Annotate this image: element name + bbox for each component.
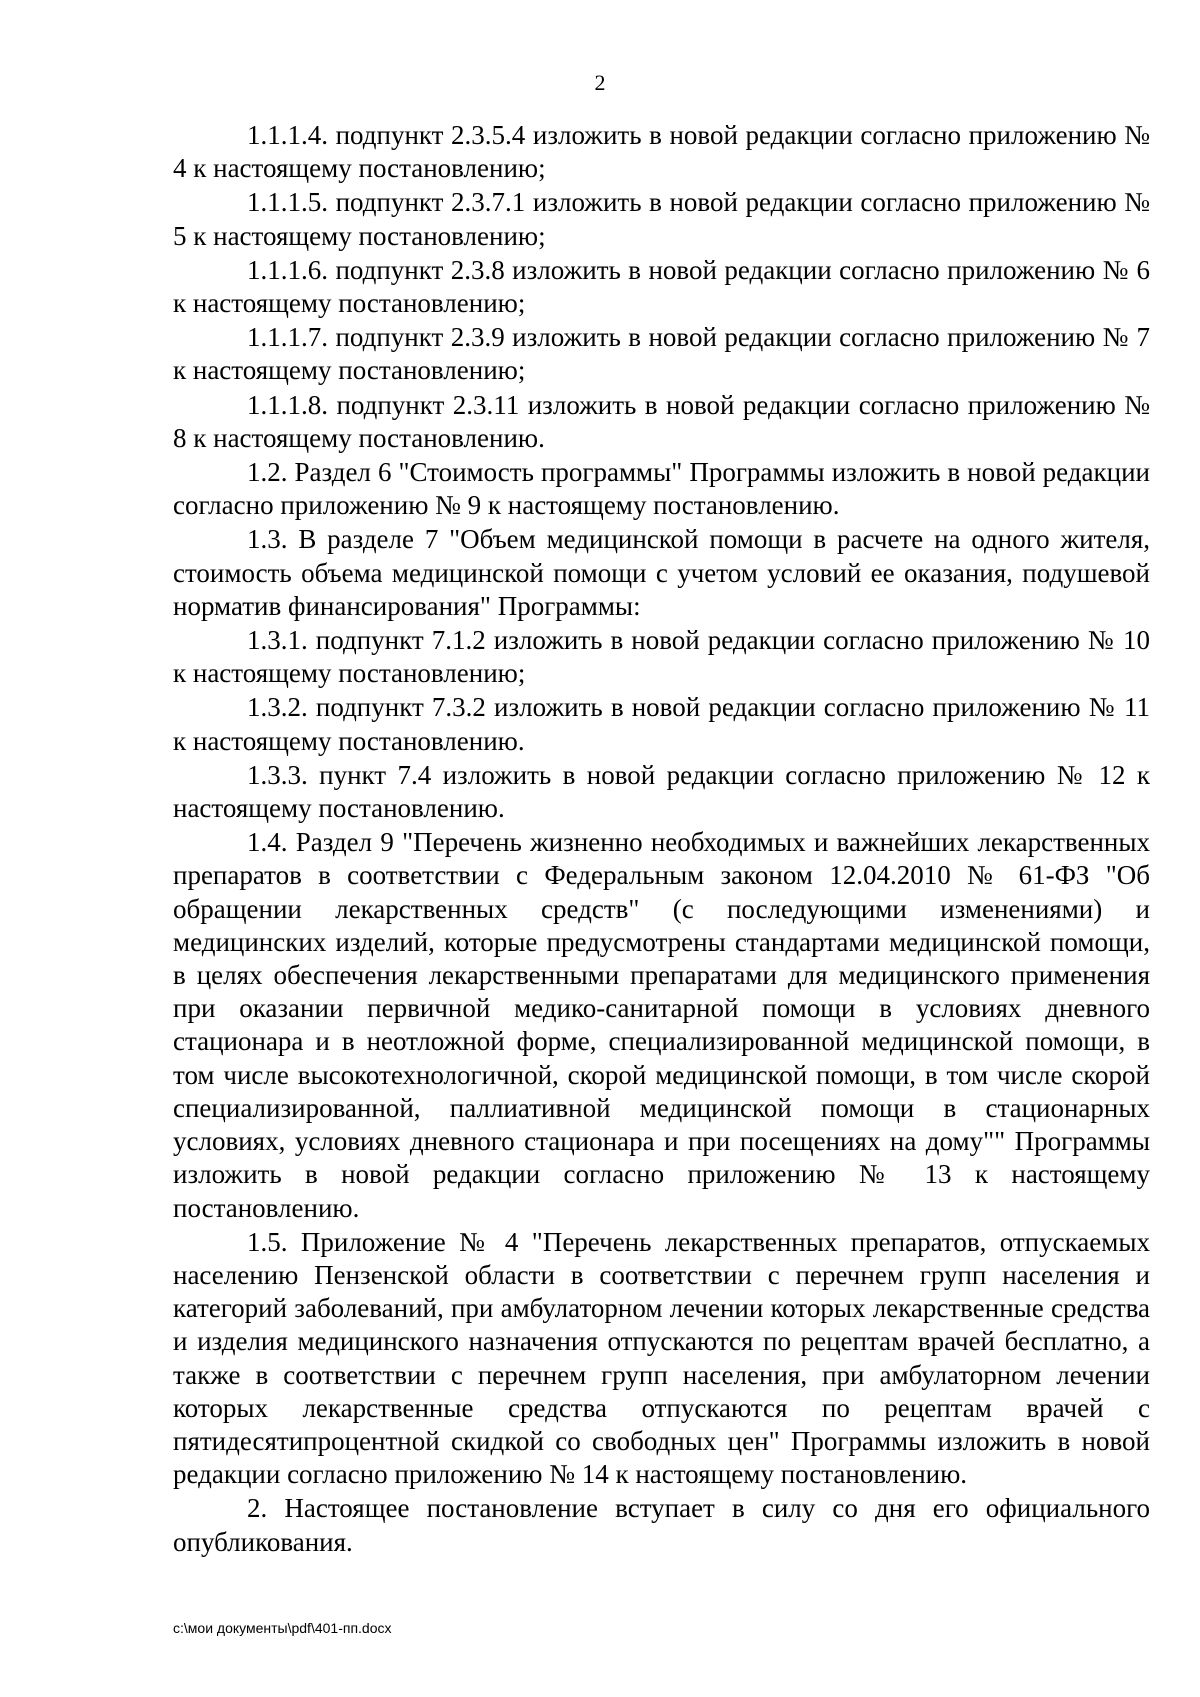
- document-body: [173, 119, 1150, 1560]
- paragraph-1-1-1-7: 1.1.1.7. подпункт 2.3.9 изложить в новой редакции согласно приложению № 7 к настоящему постановлению;: [173, 322, 1150, 386]
- paragraph-1-1-1-6: 1.1.1.6. подпункт 2.3.8 изложить в новой редакции согласно приложению № 6 к настоящему постановлению;: [173, 254, 1150, 319]
- footer-file-path: c:\мои документы\pdf\401-пп.docx: [173, 1620, 392, 1636]
- paragraph-1-3-2: 1.3.2. подпункт 7.3.2 изложить в новой редакции согласно приложению № 11 к настоящему постановлению.: [173, 692, 1150, 756]
- paragraph-1-1-1-4: 1.1.1.4. подпункт 2.3.5.4 изложить в новой редакции согласно приложению № 4 к настоящему постановлению;: [173, 120, 1150, 184]
- paragraph-1-3: 1.3. В разделе 7 "Объем медицинской помощи в расчете на одного жителя, стоимость объема медицинской помощи с учетом условий ее оказания, подушевой норматив финансирования" Программы:: [173, 524, 1150, 621]
- paragraph-1-2: 1.2. Раздел 6 "Стоимость программы" Программы изложить в новой редакции согласно приложению № 9 к настоящему постановлению.: [173, 457, 1150, 521]
- paragraph-1-3-1: 1.3.1. подпункт 7.1.2 изложить в новой редакции согласно приложению № 10 к настоящему постановлению;: [173, 625, 1150, 689]
- paragraph-1-1-1-8: 1.1.1.8. подпункт 2.3.11 изложить в новой редакции согласно приложению № 8 к настоящему постановлению.: [173, 389, 1150, 453]
- paragraph-1-3-3: 1.3.3. пункт 7.4 изложить в новой редакции согласно приложению № 12 к настоящему постановлению.: [173, 759, 1150, 824]
- paragraph-2: 2. Настоящее постановление вступает в силу со дня его официального опубликования.: [173, 1493, 1150, 1557]
- paragraph-1-4: 1.4. Раздел 9 "Перечень жизненно необходимых и важнейших лекарственных препаратов в соответствии с Федеральным законом 12.04.2010 № 61-ФЗ "Об обращении лекарственных средств" (с последующими изменениями) и медицинских изделий, которые предусмотрены стандартами медицинской помощи, в целях обеспечения лекарственными препаратами для медицинского применения при оказании первичной медико-санитарной помощи в условиях дневного стационара и в неотложной форме, специализированной медицинской помощи, в том числе высокотехнологичной, скорой медицинской помощи, в том числе скорой специализированной, паллиативной медицинской помощи в стационарных условиях, условиях дневного стационара и при посещениях на дому"" Программы изложить в новой редакции согласно приложению № 13 к настоящему постановлению.: [173, 827, 1150, 1223]
- paragraph-1-1-1-5: 1.1.1.5. подпункт 2.3.7.1 изложить в новой редакции согласно приложению № 5 к настоящему постановлению;: [173, 187, 1150, 251]
- paragraph-1-5: 1.5. Приложение № 4 "Перечень лекарственных препаратов, отпускаемых населению Пензенской области в соответствии с перечнем групп населения и категорий заболеваний, при амбулаторном лечении которых лекарственные средства и изделия медицинского назначения отпускаются по рецептам врачей бесплатно, а также в соответствии с перечнем групп населения, при амбулаторном лечении которых лекарственные средства отпускаются по рецептам врачей с пятидесятипроцентной скидкой со свободных цен" Программы изложить в новой редакции согласно приложению № 14 к настоящему постановлению.: [173, 1226, 1150, 1490]
- page-number: 2: [594, 70, 606, 95]
